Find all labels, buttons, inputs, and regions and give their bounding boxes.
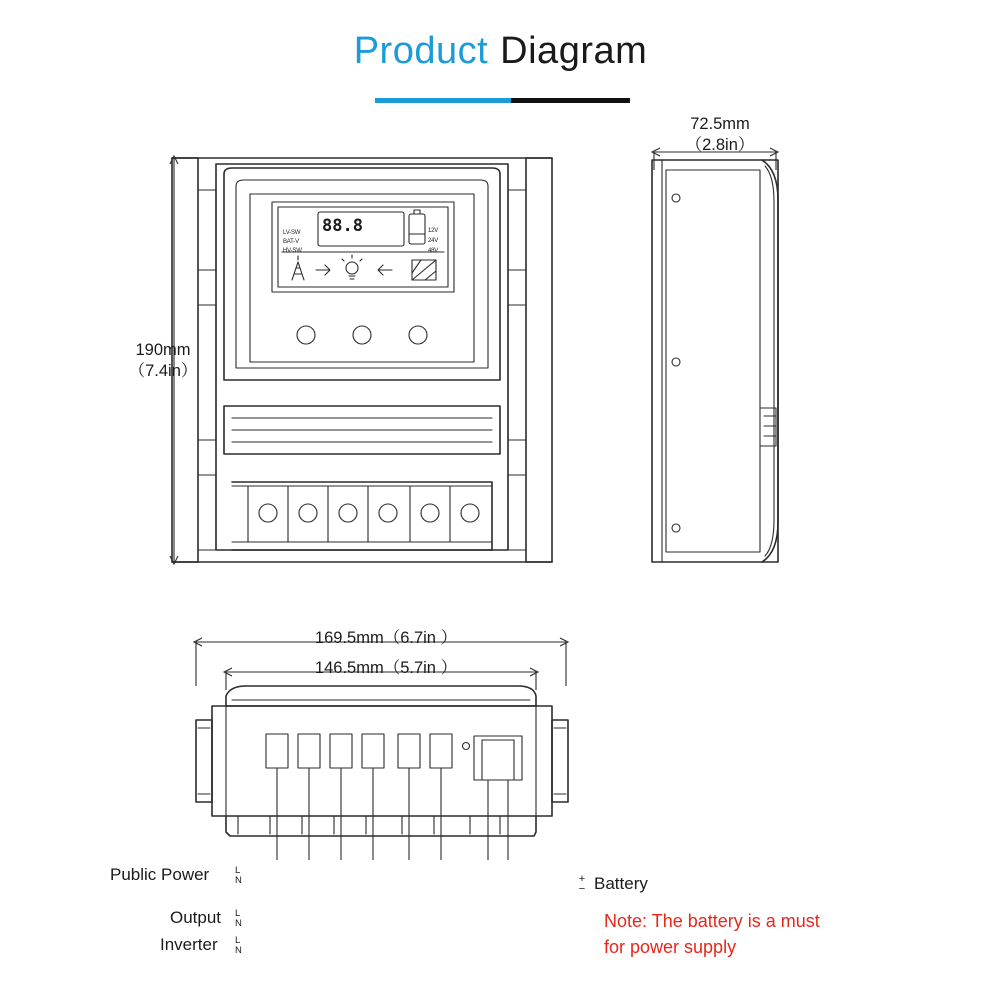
lcd-digits: 88.8 — [322, 216, 363, 236]
page-title — [0, 30, 1001, 73]
pin-l-inverter: L — [235, 935, 241, 946]
bottom-outer-dimension-label: 169.5mm（6.7in ） — [314, 629, 458, 647]
side-width-dimension-label — [630, 114, 810, 155]
pin-n-public-power: N — [235, 874, 242, 886]
terminal-label-public-power: Public Power — [110, 865, 210, 884]
side-view-drawing — [610, 130, 830, 590]
terminal-label-battery: Battery — [594, 874, 648, 893]
title-underline-dark — [511, 98, 630, 103]
page-title-word-product: Product — [353, 30, 489, 72]
page-title-word-diagram: Diagram — [500, 30, 648, 72]
lcd-voltage-24v: 24V — [428, 238, 439, 244]
bottom-view-drawing — [170, 620, 600, 860]
front-height-metric: 190mm — [135, 341, 191, 359]
terminal-label-output: Output — [170, 908, 222, 927]
bottom-inner-dimension-label: 146.5mm（5.7in ） — [314, 659, 458, 677]
pin-l-output: L — [235, 908, 241, 919]
side-width-imperial: （2.8in） — [685, 135, 755, 154]
battery-polarity-minus: − — [578, 883, 586, 895]
terminal-pins-inverter — [235, 936, 242, 956]
pin-n-output: N — [235, 917, 242, 929]
terminal-pins-output — [235, 909, 242, 929]
lcd-left-label-lv-sw: LV-SW — [283, 230, 301, 236]
front-height-imperial: （7.4in） — [128, 361, 198, 380]
lcd-left-label-bat-v: BAT-V — [283, 239, 299, 245]
terminal-pins-public-power — [235, 866, 242, 886]
battery-note-line1: Note: The battery is a must — [604, 911, 820, 931]
side-width-metric: 72.5mm — [690, 115, 750, 133]
battery-polarity-plus: + — [578, 873, 586, 885]
title-underline-blue — [375, 98, 511, 103]
lcd-left-label-hv-sw: HV-SW — [283, 248, 302, 254]
pin-l-public-power: L — [235, 865, 241, 876]
terminal-label-inverter: Inverter — [160, 935, 218, 954]
title-underline — [375, 98, 630, 103]
pin-n-inverter: N — [235, 944, 242, 956]
lcd-voltage-48v: 48V — [428, 248, 439, 254]
front-height-dimension-label — [118, 340, 208, 381]
lcd-voltage-12v: 12V — [428, 228, 439, 234]
battery-note-line2: for power supply — [604, 937, 737, 957]
